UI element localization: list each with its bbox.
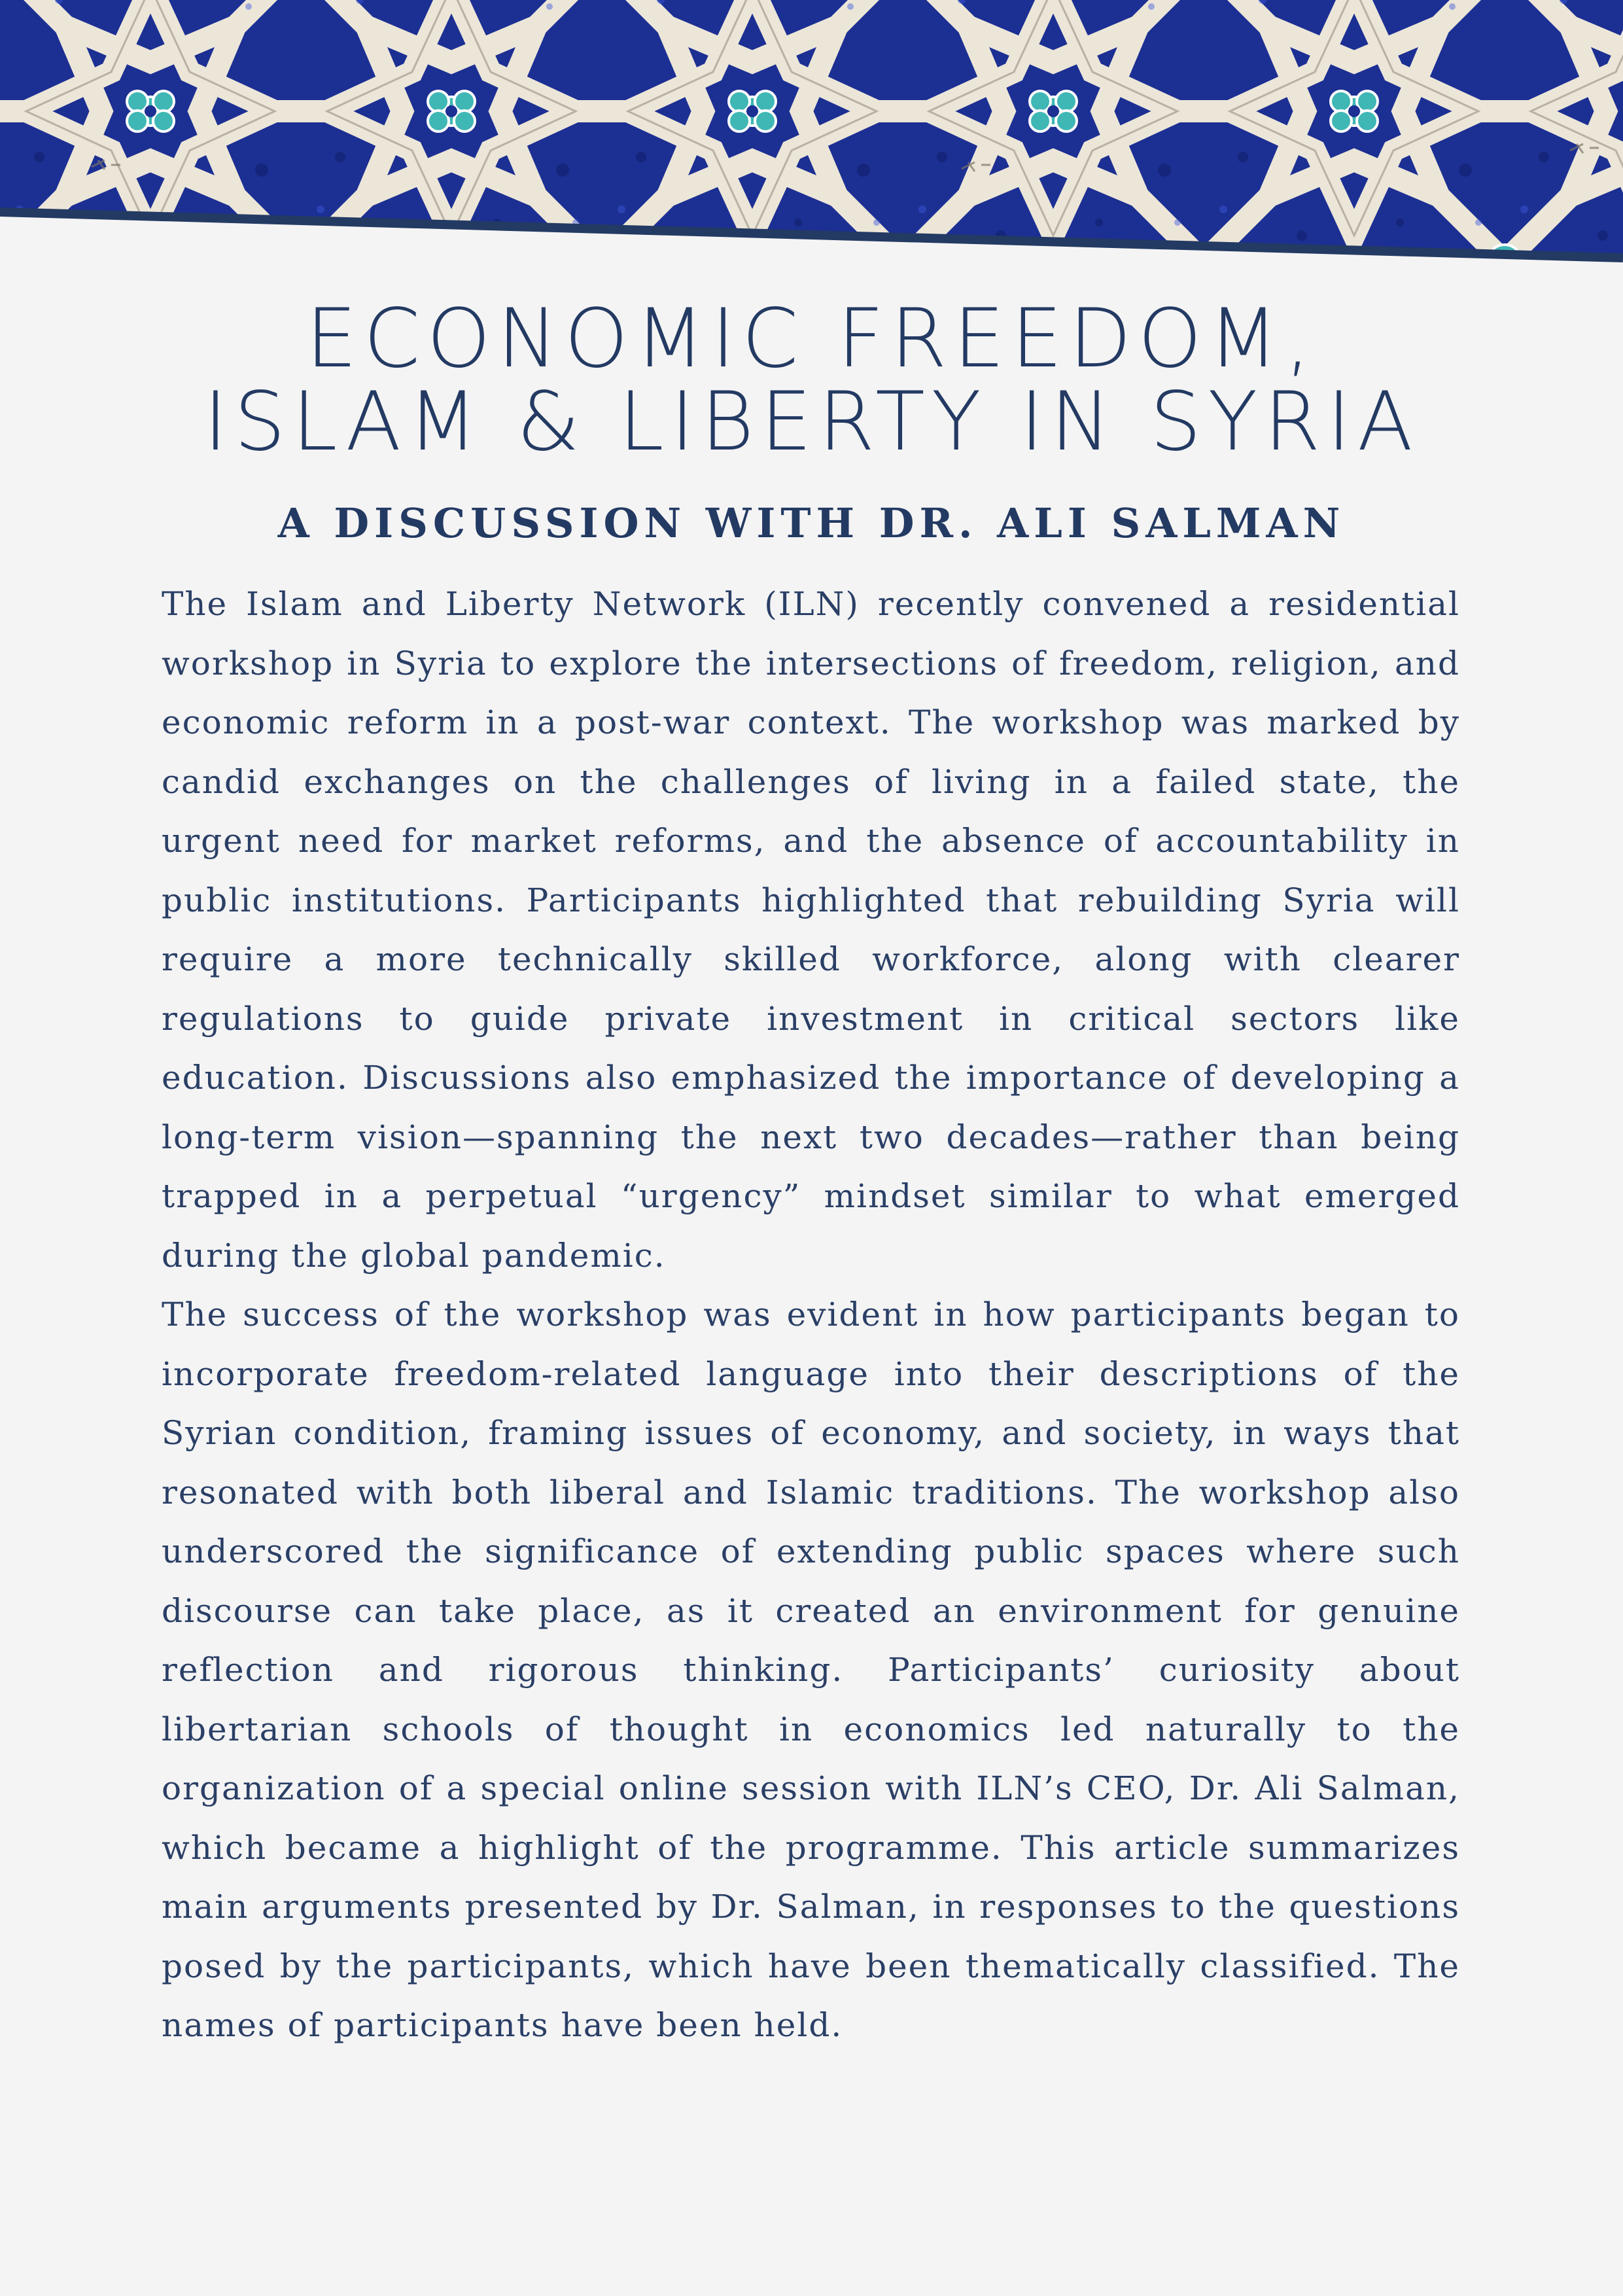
article-body [162,574,1460,2055]
article-title [0,292,1623,469]
article-subtitle: A DISCUSSION WITH DR. ALI SALMAN [277,499,1346,547]
title-line-1: ECONOMIC FREEDOM, [305,292,1318,386]
article-paragraph-2: The success of the workshop was evident in how participants began to incorporate freedom-related language into their descriptions of the Syrian condition, framing issues of economy, and society, in ways that resonated with both liberal and Islamic traditions. The workshop also underscored the significance of extending public spaces where such discourse can take place, as it created an environment for genuine reflection and rigorous thinking. Participants’ curiosity about libertarian schools of thought in economics led naturally to the organization of a special online session with ILN’s CEO, Dr. Ali Salman, which became a highlight of the programme. This article summarizes main arguments presented by Dr. Salman, in responses to the questions posed by the participants, which have been thematically classified. The names of participants have been held. [162,1296,1460,2044]
article-paragraph-1: The Islam and Liberty Network (ILN) recently convened a residential workshop in Syria to explore the intersections of freedom, religion, and economic reform in a post-war context. The workshop was marked by candid exchanges on the challenges of living in a failed state, the urgent need for market reforms, and the absence of accountability in public institutions. Participants highlighted that rebuilding Syria will require a more technically skilled workforce, along with clearer regulations to guide private investment in critical sectors like education. Discussions also emphasized the importance of developing a long-term vision—spanning the next two decades—rather than being trapped in a perpetual “urgency” mindset similar to what emerged during the global pandemic. [162,585,1460,1275]
title-line-2: ISLAM & LIBERTY IN SYRIA [203,375,1420,469]
islamic-tile-banner [0,0,1623,275]
